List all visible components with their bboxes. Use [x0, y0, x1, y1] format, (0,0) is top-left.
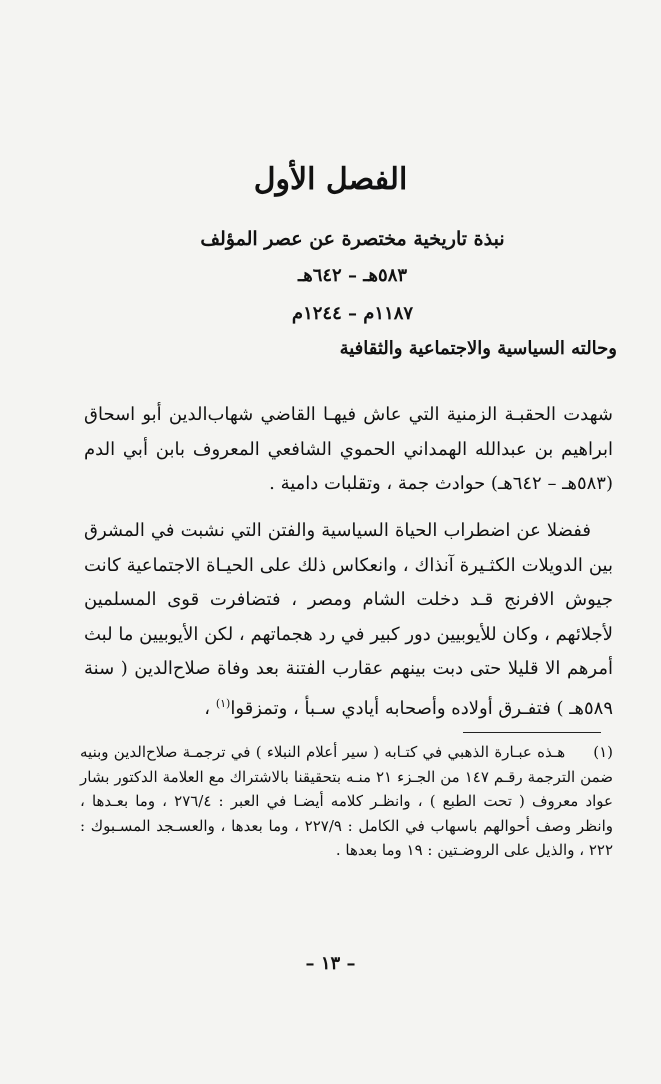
footnote-reference-marker[interactable]: (١)	[215, 696, 231, 710]
footnote-separator	[463, 732, 601, 733]
paragraph-1-text: شهدت الحقبـة الزمنية التي عاش فيهـا القاضي شهاب‌الدين أبو اسحاق ابراهيم بن عبدالله الهمداني الحموي الشافعي المعروف بابن أبي الدم (٥٨٣هـ – ٦٤٢هـ) حوادث جمة ، وتقلبات دامية .	[84, 404, 613, 494]
chapter-subheading: وحالته السياسية والاجتماعية والثقافية	[339, 338, 617, 359]
chapter-title: الفصل الأول	[253, 162, 408, 197]
chapter-subtitle: نبذة تاريخية مختصرة عن عصر المؤلف	[200, 228, 505, 250]
footnote-text: هـذه عبـارة الذهبي في كتـابه ( سير أعلام النبلاء ) في ترجمـة صلاح‌الدين وبنيه ضمن الترجمة رقـم ١٤٧ من الجـزء ٢١ منـه بتحقيقنا بالاشتراك مع العلامة الدكتور بشار عواد معروف ( تحت الطبع ) ، وانظـر كلامه أيضـا في العبر : ٢٧٦/٤ ، وما بعـدها ، وانظر وصف أحوالهم باسهاب في الكامل : ٢٢٧/٩ ، وما بعدها ، والعسـجد المسـبوك : ٢٢٢ ، والذيل على الروضـتين : ١٩ وما بعدها .	[80, 743, 613, 860]
footnote-number: (١)	[593, 743, 613, 761]
gregorian-date-range: ١١٨٧م – ١٢٤٤م	[291, 303, 414, 324]
footnote	[80, 740, 613, 863]
paragraph-1	[84, 398, 613, 502]
paragraph-2	[84, 514, 613, 726]
hijri-date-range: ٥٨٣هـ – ٦٤٢هـ	[297, 265, 408, 286]
page-number: – ١٣ –	[305, 953, 356, 974]
paragraph-2-end: ،	[204, 697, 216, 719]
paragraph-2-text: ففضلا عن اضطراب الحياة السياسية والفتن التي نشبت في المشرق بين الدويلات الكثـيرة آنذاك ، وانعكاس ذلك على الحيـاة الاجتماعية كانت جيوش الافرنج قـد دخلت الشام ومصر ، فتضافرت قوى المسلمين لأجلائهم ، وكان للأيوبيين دور كبير في رد هجماتهم ، لكن الأيوبيين ما لبث أمرهم الا قليلا حتى دبت بينهم عقارب الفتنة بعد وفاة صلاح‌الدين ( سنة ٥٨٩هـ ) فتفـرق أولاده وأصحابه أيادي سـبأ ، وتمزقوا	[84, 520, 613, 719]
